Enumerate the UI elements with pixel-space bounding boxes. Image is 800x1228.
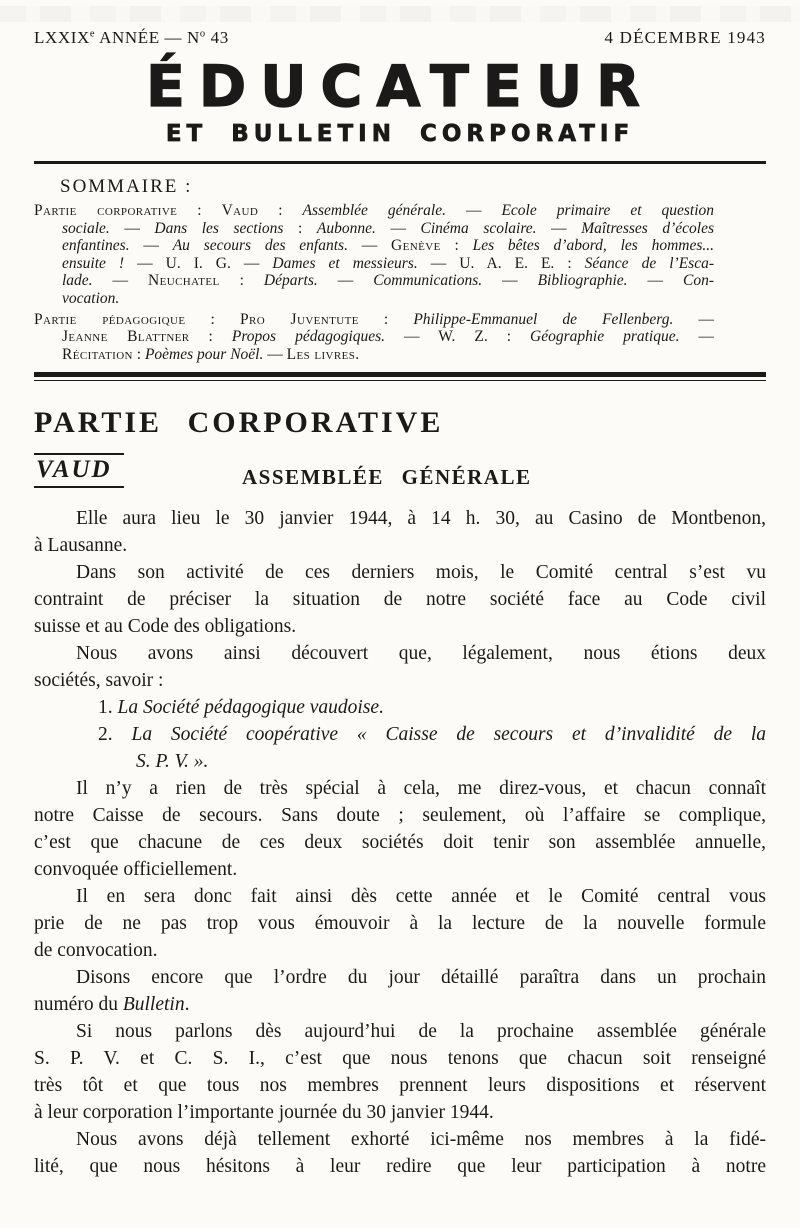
issue-date: 4 DÉCEMBRE 1943 xyxy=(604,28,766,47)
text-line: Partie pédagogique : Pro Juventute : Philippe-Emmanuel de Fellenberg. — xyxy=(34,310,714,328)
article-title: ASSEMBLÉE GÉNÉRALE xyxy=(242,465,532,490)
text-line: Nous avons ainsi découvert que, légalement, nous étions deux xyxy=(76,643,766,665)
text-line: vocation. xyxy=(62,289,120,307)
article-paragraph xyxy=(34,1126,766,1180)
text-line: numéro du Bulletin. xyxy=(34,994,190,1016)
text-line: Dans son activité de ces derniers mois, le Comité central s’est vu xyxy=(76,562,766,584)
article-paragraph xyxy=(34,505,766,559)
article-paragraph xyxy=(34,1018,766,1126)
text-line: à Lausanne. xyxy=(34,535,128,557)
text-line: Disons encore que l’ordre du jour détaillé paraîtra dans un prochain xyxy=(76,967,766,989)
masthead-divider-rule xyxy=(34,161,766,164)
article-paragraph xyxy=(34,883,766,964)
article-paragraph xyxy=(34,640,766,694)
region-label-vaud: VAUD xyxy=(34,453,124,488)
text-line: S. P. V. et C. S. I., c’est que nous tenons que chacun soit renseigné xyxy=(34,1048,766,1070)
sommaire-section xyxy=(34,175,766,363)
text-line: Si nous parlons dès aujourd’hui de la prochaine assemblée générale xyxy=(76,1021,766,1043)
text-line: enfantines. — Au secours des enfants. — Genève : Les bêtes d’abord, les hommes... xyxy=(62,237,715,255)
text-line: Partie corporative : Vaud : Assemblée générale. — Ecole primaire et question xyxy=(34,202,715,219)
sommaire-contents xyxy=(34,202,714,363)
article-paragraph xyxy=(34,775,766,883)
text-line: 1. La Société pédagogique vaudoise. xyxy=(98,697,384,719)
text-line: à leur corporation l’importante journée du 30 janvier 1944. xyxy=(34,1102,494,1124)
text-line: S. P. V. ». xyxy=(136,751,209,773)
text-line: suisse et au Code des obligations. xyxy=(34,616,297,638)
text-line: sociale. — Dans les sections : Aubonne. — Cinéma scolaire. — Maîtresses d’écoles xyxy=(62,219,714,237)
text-line: convoquée officiellement. xyxy=(34,859,238,881)
publication-subtitle: ET BULLETIN CORPORATIF xyxy=(165,121,635,147)
text-line: Elle aura lieu le 30 janvier 1944, à 14 h. 30, au Casino de Montbenon, xyxy=(76,508,766,530)
sommaire-label: SOMMAIRE : xyxy=(60,176,193,197)
text-line: ensuite ! — U. I. G. — Dames et messieurs. — U. A. E. E. : Séance de l’Esca- xyxy=(62,254,714,272)
text-line: c’est que chacune de ces deux sociétés doit tenir son assemblée annuelle, xyxy=(34,832,766,854)
text-line: lité, que nous hésitons à leur redire que leur participation à notre xyxy=(34,1156,766,1178)
text-line: 2. La Société coopérative « Caisse de secours et d’invalidité de la xyxy=(98,724,767,746)
text-line: lade. — Neuchatel : Départs. — Communications. — Bibliographie. — Con- xyxy=(62,272,715,290)
text-line: Il n’y a rien de très spécial à cela, me direz-vous, et chacun connaît xyxy=(76,778,766,800)
text-line: Il en sera donc fait ainsi dès cette année et le Comité central vous xyxy=(76,886,766,908)
publication-title: ÉDUCATEUR xyxy=(145,54,655,120)
divider-thin-line xyxy=(34,380,766,382)
article-paragraph xyxy=(34,694,766,721)
text-line: très tôt et que tous nos membres prennent leurs dispositions et réservent xyxy=(34,1075,766,1097)
text-line: Nous avons déjà tellement exhorté ici-même nos membres à la fidé- xyxy=(76,1129,766,1151)
article-paragraph xyxy=(34,559,766,640)
text-line: Jeanne Blattner : Propos pédagogiques. — W. Z. : Géographie pratique. — xyxy=(62,328,714,346)
text-line: notre Caisse de secours. Sans doute ; seulement, où l’affaire se complique, xyxy=(34,805,766,827)
scan-edge-artifact xyxy=(0,6,800,22)
sommaire-paragraph xyxy=(34,311,714,364)
text-line: Récitation : Poèmes pour Noël. — Les livres. xyxy=(62,345,360,363)
sommaire-divider-rule xyxy=(34,372,766,381)
article-header xyxy=(34,453,766,493)
article-paragraph xyxy=(34,721,766,775)
masthead xyxy=(34,28,766,148)
section-title: PARTIE CORPORATIVE xyxy=(34,406,444,440)
text-line: sociétés, savoir : xyxy=(34,670,164,692)
article-paragraph xyxy=(34,964,766,1018)
sommaire-paragraph xyxy=(34,202,714,308)
partie-corporative-section xyxy=(34,406,766,1180)
text-line: de convocation. xyxy=(34,940,158,962)
issue-number-line: LXXIXe ANNÉE — $N^o$ 43 xyxy=(34,28,229,47)
divider-thick-line xyxy=(34,372,766,377)
text-line: prie de ne pas trop vous émouvoir à la lecture de la nouvelle formule xyxy=(34,913,766,935)
article-body xyxy=(34,505,766,1180)
text-line: contraint de préciser la situation de notre société face au Code civil xyxy=(34,589,766,611)
